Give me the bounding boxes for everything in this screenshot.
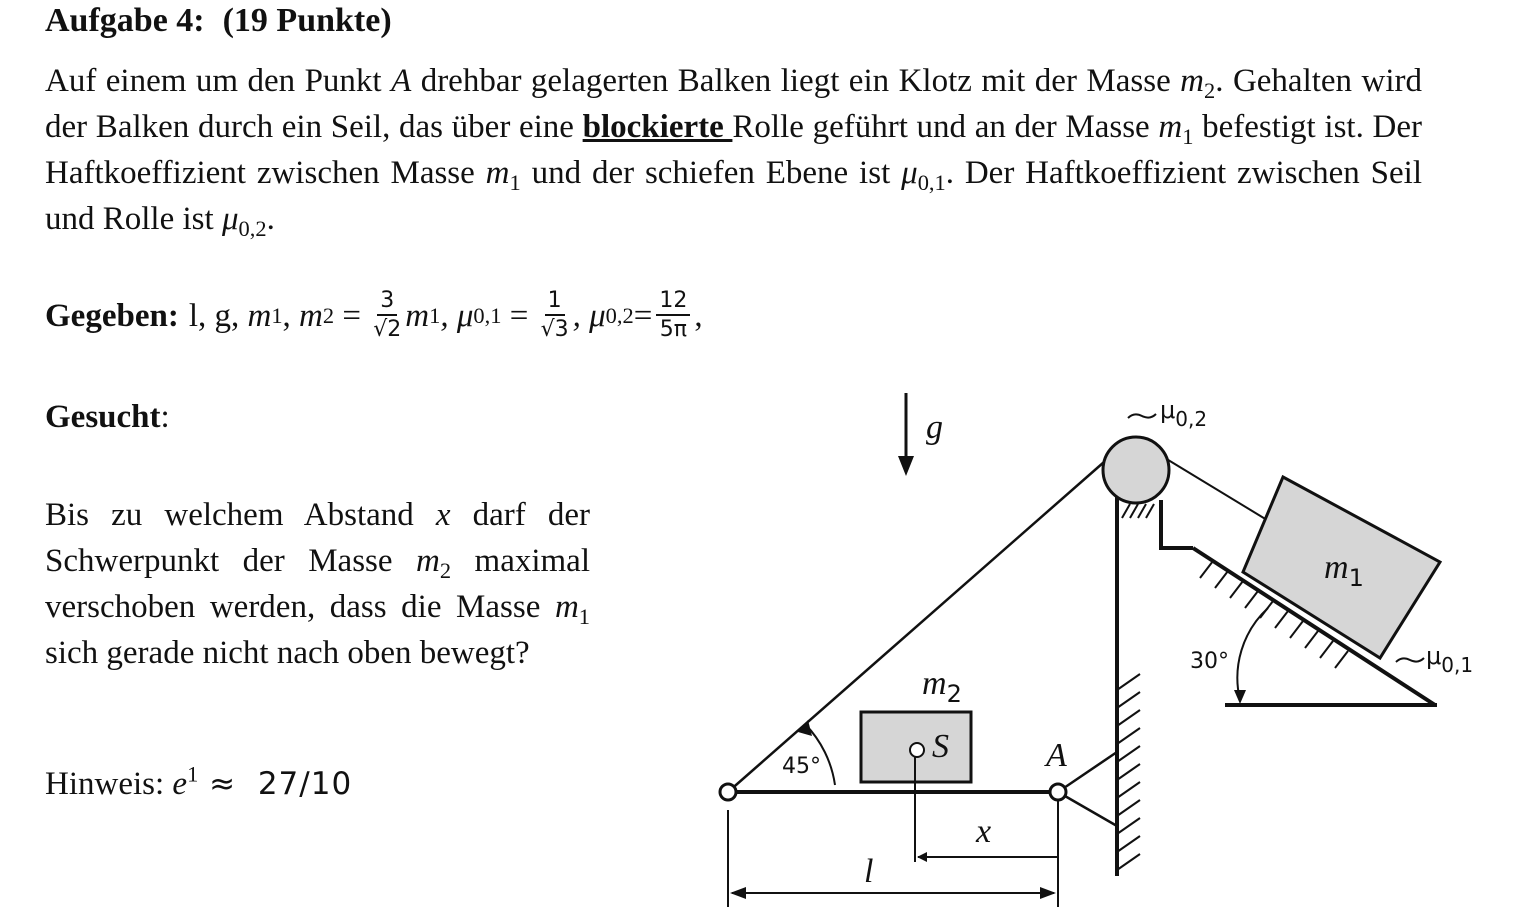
intro-text: und der schiefen Ebene ist (520, 155, 902, 191)
intro-text: . Der Haftkoeffizient zwischen Seil und Rolle ist (45, 155, 1422, 237)
mass-symbol: m (554, 589, 579, 625)
exponent: 1 (187, 761, 199, 787)
equals-sign: = (501, 297, 537, 334)
sought-label: Gesucht (45, 399, 161, 435)
denominator: √3 (540, 317, 569, 342)
separator: , (282, 297, 291, 334)
gravity-arrowhead (898, 456, 914, 476)
trailing-comma: , (694, 297, 703, 334)
wall-hatching (1117, 674, 1140, 870)
intro-text: drehbar gelagerten Balken liegt ein Klotz mit der Masse (411, 63, 1181, 99)
mu01-label: $\mu_{0,1}$ (1426, 642, 1474, 677)
subscript: 2 (1204, 78, 1216, 104)
given-label: Gegeben: (45, 297, 179, 334)
center-of-mass-s (910, 743, 924, 757)
subscript: 1 (578, 604, 590, 630)
mass-symbol: m (1158, 109, 1183, 145)
denominator: 5π (659, 317, 687, 342)
subscript: 0,1 (917, 170, 946, 196)
hint-label: Hinweis: (45, 766, 173, 802)
intro-text: Rolle geführt und an der Masse (732, 109, 1159, 145)
subscript: 1 (509, 170, 521, 196)
colon: : (160, 399, 170, 435)
mass-symbol: m (405, 297, 430, 334)
l-dimension-label: l (864, 853, 874, 890)
mass-symbol: m (485, 155, 510, 191)
intro-text: Auf einem um den Punkt (45, 63, 392, 99)
gravity-label: g (926, 409, 943, 446)
question-fragment: darf der Schwerpunkt der Masse (45, 497, 591, 579)
question-fragment: sich gerade nicht nach oben bewegt? (45, 635, 530, 671)
task-points: (19 Punkte) (222, 2, 392, 39)
blocked-emphasis: blockierte (582, 109, 733, 145)
angle-30-arc (1237, 608, 1268, 700)
mu-symbol: , μ (440, 297, 474, 334)
l-arrowhead-left (730, 887, 746, 899)
subscript: 0,2 (238, 216, 267, 242)
mass-symbol: m (247, 297, 272, 334)
denominator: √2 (373, 317, 402, 342)
intro-text: . (266, 201, 275, 237)
x-dimension-label: x (976, 813, 992, 850)
intro-text: befestigt ist. Der Haftkoeffizient zwischen Masse (45, 109, 1422, 191)
task-number: Aufgabe 4: (45, 2, 205, 39)
equals-sign: = (633, 297, 653, 334)
mu-symbol: μ (901, 155, 918, 191)
rope-right (1160, 455, 1272, 523)
pulley (1103, 437, 1169, 503)
numerator: 3 (377, 288, 397, 316)
mu01-leader (1396, 658, 1424, 662)
subscript: 1 (1182, 124, 1194, 150)
pivot-a (1050, 784, 1066, 800)
l-arrowhead-right (1040, 887, 1056, 899)
mass-symbol: m (1180, 63, 1205, 99)
center-of-mass-label: S (932, 728, 949, 765)
point-a-symbol: A (391, 63, 412, 99)
numerator: 1 (545, 288, 565, 316)
question-fragment: Bis zu welchem Abstand (45, 497, 436, 533)
mass-symbol: m (416, 543, 440, 579)
pulley-support-hatching (1122, 504, 1154, 518)
beam-end-joint (720, 784, 736, 800)
mu-symbol: , μ (572, 297, 606, 334)
angle-30-label: 30° (1190, 649, 1229, 674)
mu02-leader (1128, 414, 1156, 418)
x-symbol: x (435, 497, 451, 533)
incline-support (1161, 500, 1193, 548)
angle-30-arrowhead (1234, 690, 1246, 704)
given-line: Gegeben: l, g, m 1 , m 2 = $\frac{3}{√2}$ m 1 , μ 0,1 = $\frac{1}{√3}$ , μ 0,2 = $\frac{12}{5\pi}$ , (45, 288, 703, 342)
hint-value: ≈ 27/10 (198, 766, 353, 802)
mass-symbol: m (299, 297, 323, 334)
question-fragment: maximal verschoben werden, dass die Masse (45, 543, 590, 625)
mu-symbol: μ (221, 201, 239, 237)
angle-45-label: 45° (782, 754, 821, 779)
subscript: 2 (439, 558, 452, 584)
mass-m1-label: $m_1$ (1324, 549, 1364, 592)
intro-text: . Gehalten wird der Balken durch ein Seil, das über eine (45, 63, 1422, 145)
equals-sign: = (334, 297, 370, 334)
numerator: 12 (656, 288, 690, 316)
mass-m2-label: $m_2$ (922, 665, 962, 708)
given-vars: l, g, (188, 297, 240, 334)
pivot-a-label: A (1046, 737, 1067, 774)
e-symbol: e (172, 766, 188, 802)
mu02-label: $\mu_{0,2}$ (1160, 396, 1208, 431)
